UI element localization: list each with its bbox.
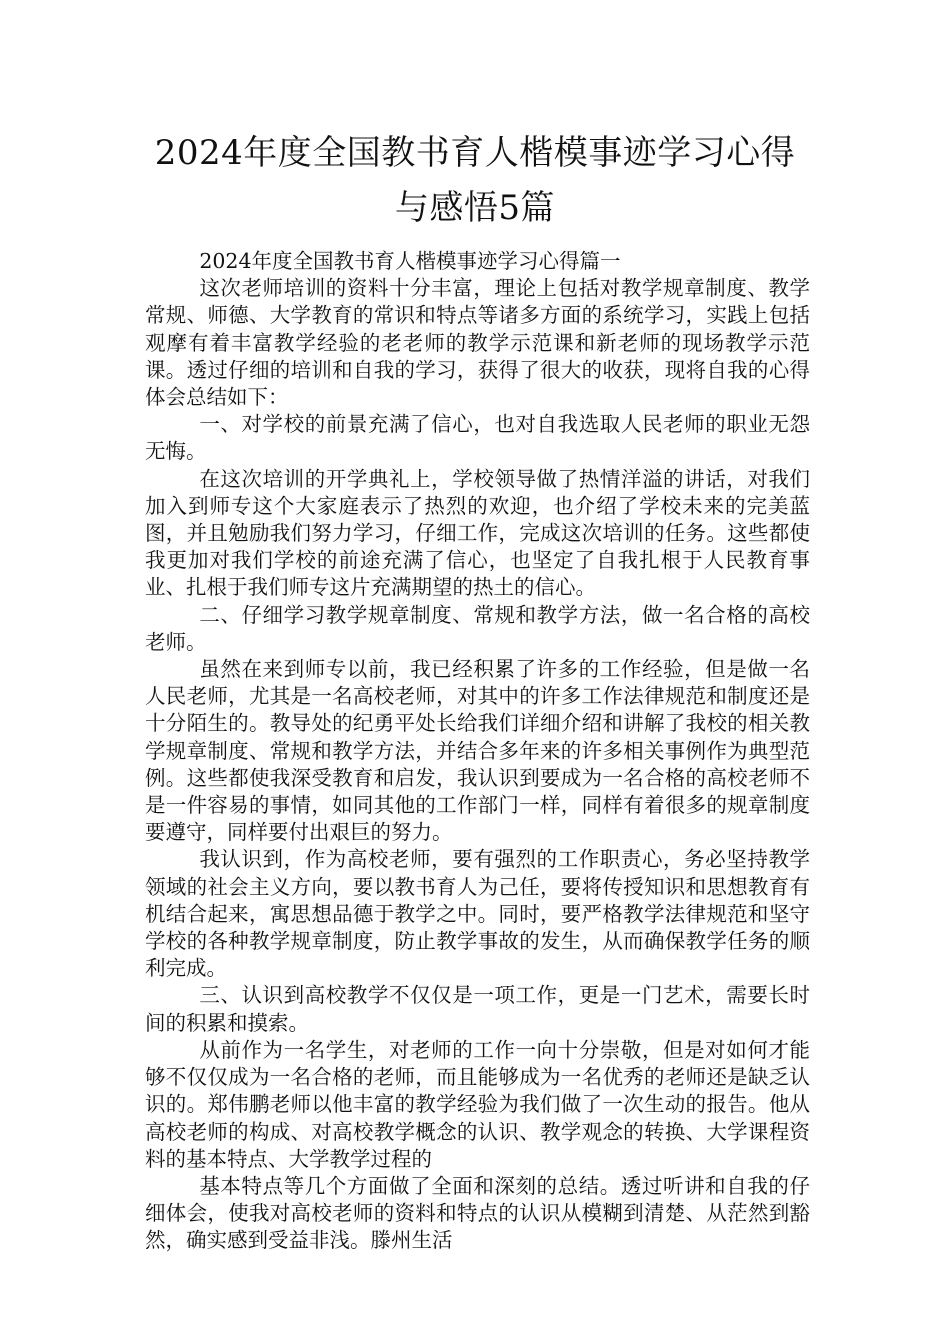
section-heading: 2024年度全国教书育人楷模事迹学习心得篇一 [199, 249, 621, 273]
body-paragraph: 我认识到，作为高校老师，要有强烈的工作职责心，务必坚持教学领域的社会主义方向，要以教书育人为己任，要将传授知识和思想教育有机结合起来，寓思想品德于教学之中。同时，要严格教学法律规范和坚守学校的各种教学规章制度，防止教学事故的发生，从而确保教学任务的顺利完成。 [145, 847, 810, 981]
body-paragraph: 在这次培训的开学典礼上，学校领导做了热情洋溢的讲话，对我们加入到师专这个大家庭表示了热烈的欢迎，也介绍了学校未来的完美蓝图，并且勉励我们努力学习，仔细工作，完成这次培训的任务。这些都使我更加对我们学校的前途充满了信心，也坚定了自我扎根于人民教育事业、扎根于我们师专这片充满期望的热土的信心。 [145, 466, 810, 600]
point-heading: 三、认识到高校教学不仅仅是一项工作，更是一门艺术，需要长时间的积累和摸索。 [145, 983, 810, 1035]
body-paragraph: 基本特点等几个方面做了全面和深刻的总结。透过听讲和自我的仔细体会，使我对高校老师的资料和特点的认识从模糊到清楚、从茫然到豁然，确实感到受益非浅。滕州生活 [145, 1173, 810, 1253]
title-line-1: 2024年度全国教书育人楷模事迹学习心得 [154, 133, 796, 173]
title-line-2: 与感悟5篇 [394, 188, 556, 228]
document-body [145, 248, 810, 1255]
document-title [100, 126, 850, 236]
point-heading: 二、仔细学习教学规章制度、常规和教学方法，做一名合格的高校老师。 [145, 602, 810, 654]
point-heading: 一、对学校的前景充满了信心，也对自我选取人民老师的职业无怨无悔。 [145, 412, 810, 464]
body-paragraph: 这次老师培训的资料十分丰富，理论上包括对教学规章制度、教学常规、师德、大学教育的常识和特点等诸多方面的系统学习，实践上包括观摩有着丰富教学经验的老老师的教学示范课和新老师的现场教学示范课。透过仔细的培训和自我的学习，获得了很大的收获，现将自我的心得体会总结如下： [145, 276, 810, 410]
body-paragraph: 虽然在来到师专以前，我已经积累了许多的工作经验，但是做一名人民老师，尤其是一名高校老师，对其中的许多工作法律规范和制度还是十分陌生的。教导处的纪勇平处长给我们详细介绍和讲解了我校的相关教学规章制度、常规和教学方法，并结合多年来的许多相关事例作为典型范例。这些都使我深受教育和启发，我认识到要成为一名合格的高校老师不是一件容易的事情，如同其他的工作部门一样，同样有着很多的规章制度要遵守，同样要付出艰巨的努力。 [145, 657, 810, 845]
body-paragraph: 从前作为一名学生，对老师的工作一向十分崇敬，但是对如何才能够不仅仅成为一名合格的老师，而且能够成为一名优秀的老师还是缺乏认识的。郑伟鹏老师以他丰富的教学经验为我们做了一次生动的报告。他从高校老师的构成、对高校教学概念的认识、教学观念的转换、大学课程资料的基本特点、大学教学过程的 [145, 1037, 810, 1171]
